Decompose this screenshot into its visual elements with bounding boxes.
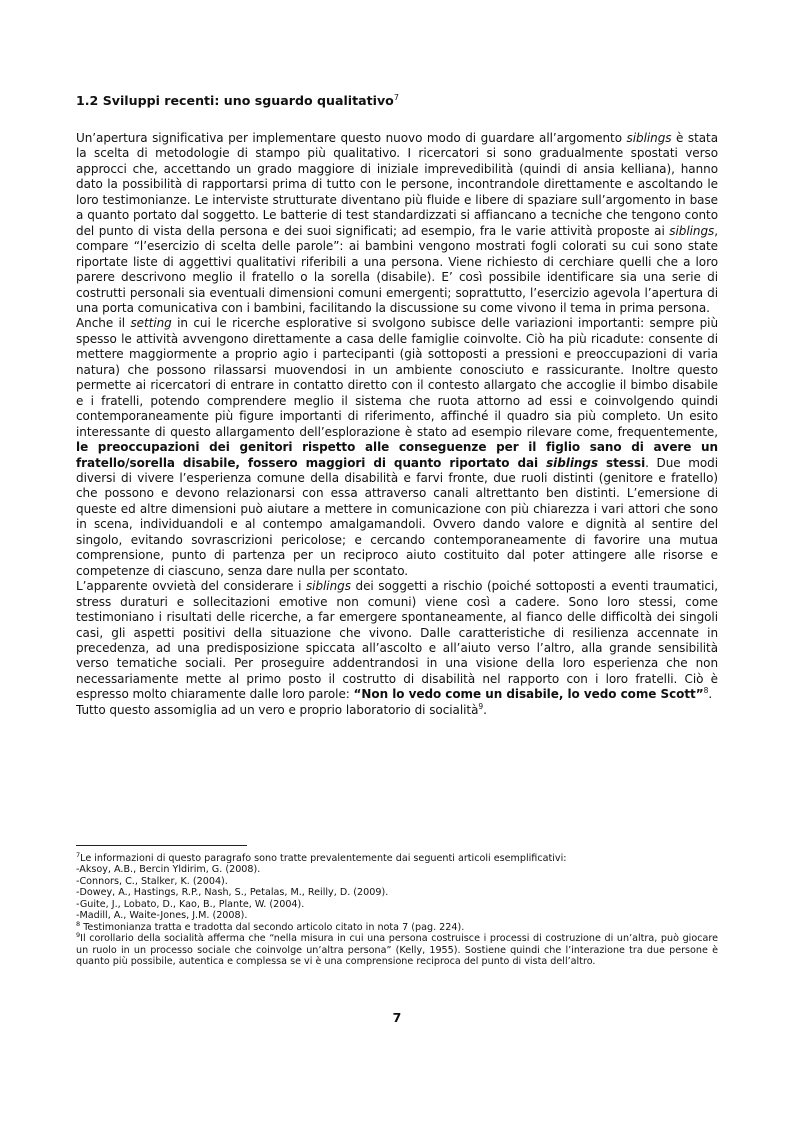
section-heading: 1.2 Sviluppi recenti: uno sguardo qualitativo$^7$ xyxy=(76,92,399,108)
footnote-ref-9: 9 xyxy=(478,701,484,711)
main-text xyxy=(76,92,718,718)
footnote-ref-8: 8 xyxy=(703,686,709,696)
footnote-7: $^7$Le informazioni di questo paragrafo sono tratte prevalentemente dai seguenti articoli esemplificativi: xyxy=(76,850,567,864)
paragraph-2: Anche il setting in cui le ricerche esplorative si svolgono subisce delle variazioni importanti: sempre più spesso le attività avvengono direttamente a casa delle famiglie coinvolte. Ciò ha più ricadute: consente di mettere maggiormente a proprio agio i partecipanti (già sottoposti a pressioni e preoccupazioni di varia natura) che possono rilassarsi muovendosi in un ambiente conosciuto e rassicurante. Inoltre questo permette ai ricercatori di entrare in contatto diretto con il contesto allargato che accoglie il bimbo disabile e i fratelli, potendo comprendere meglio il sistema che ruota attorno ad essi e coinvolgendo quindi contemporaneamente più figure importanti di riferimento, affinché il quadro sia più completo. Un esito interessante di questo allargamento dell’esplorazione è stato ad esempio rilevare come, frequentemente, le preoccupazioni dei genitori rispetto alle conseguenze per il figlio sano di avere un fratello/sorella disabile, fossero maggiori di quanto riportato dai siblings stessi. Due modi diversi di vivere l’esperienza comune della disabilità e farvi fronte, due ruoli distinti (genitore e fratello) che possono e devono relazionarsi con essa attraverso canali altrettanto ben distinti. L’emersione di queste ed altre dimensioni può aiutare a mettere in comunicazione con più chiarezza i vari attori che sono in scena, individuandoli e al contempo amalgamandoli. Ovvero dando valore e dignità al sentire del singolo, evitando sovrascrizioni pericolose; e cercando contemporaneamente di favorire una mutua comprensione, punto di partenza per un reciproco aiuto costituito dal poter attingere alle risorse e competenze di ciascuno, senza dare nulla per scontato. xyxy=(76,316,719,578)
footnote-separator xyxy=(76,845,247,846)
bold-highlight: le preoccupazioni dei genitori rispetto alle conseguenze per il figlio sano di avere un fratello/sorella disabile, fossero maggiori di quanto riportato dai siblings stessi xyxy=(76,440,718,470)
footnote-9: $^9$Il corollario della socialità afferma che “nella misura in cui una persona costruisce i processi di costruzione di un’altra, può giocare un ruolo in un processo sociale che coinvolge un’altra persona” (Kelly, 1955). Sostiene quindi che l’interazione tra due persone è quanto più possibile, autentica e complessa se vi è una comprensione reciproca del punto di vista dell’altro. xyxy=(76,930,718,968)
footnote-reference: -Madill, A., Waite-Jones, J.M. (2008). xyxy=(76,910,248,922)
footnote-ref-7: 7 xyxy=(393,92,399,102)
footnotes xyxy=(76,850,718,968)
footnote-reference: -Aksoy, A.B., Bercin Yldirim, G. (2008). xyxy=(76,864,261,876)
footnote-8: $^8$ Testimonianza tratta e tradotta dal secondo articolo citato in nota 7 (pag. 224). xyxy=(76,919,465,933)
paragraph-1: Un’apertura significativa per implementare questo nuovo modo di guardare all’argomento siblings è stata la scelta di metodologie di stampo più qualitativo. I ricercatori si sono gradualmente spostati verso approcci che, accettando un grado maggiore di iniziale imprevedibilità (quindi di ansia kelliana), hanno dato la possibilità di rapportarsi prima di tutto con le persone, incontrandole direttamente e ascoltando le loro testimonianze. Le interviste strutturate diventano più fluide e libere di spaziare sull’argomento in base a quanto portato dal soggetto. Le batterie di test standardizzati si affiancano a tecniche che tengono conto del punto di vista della persona e dei suoi significati; ad esempio, fra le varie attività proposte ai siblings, compare “l’esercizio di scelta delle parole”: ai bambini vengono mostrati fogli colorati su cui sono state riportate liste di aggettivi qualitativi riferibili a una persona. Viene richiesto di cerchiare quelli che a loro parere descrivono meglio il fratello o la sorella (disabile). E’ così possibile identificare sia una serie di costrutti personali sia eventuali dimensioni comuni emergenti; soprattutto, l’esercizio agevola l’apertura di una porta comunicativa con i bambini, facilitando la discussione su come vivono il tema in prima persona. xyxy=(76,131,718,315)
footnote-reference: -Dowey, A., Hastings, R.P., Nash, S., Petalas, M., Reilly, D. (2009). xyxy=(76,887,389,899)
paragraph-4: Tutto questo assomiglia ad un vero e proprio laboratorio di socialità$^9$. xyxy=(76,701,487,717)
footnote-reference: -Guite, J., Lobato, D., Kao, B., Plante, W. (2004). xyxy=(76,898,305,910)
page-number: 7 xyxy=(392,1010,402,1025)
quote-highlight: “Non lo vedo come un disabile, lo vedo come Scott” xyxy=(353,687,704,702)
paragraph-3: L’apparente ovvietà del considerare i siblings dei soggetti a rischio (poiché sottoposti a eventi traumatici, stress duraturi e sollecitazioni emotive non comuni) viene così a cadere. Sono loro stessi, come testimoniano i risultati delle ricerche, a far emergere spontaneamente, al fianco delle difficoltà dei singoli casi, gli aspetti positivi della situazione che vivono. Dalle caratteristiche di resilienza accennate in precedenza, ad una predisposizione spiccata all’ascolto e all’aiuto verso l’altro, alla grande sensibilità verso tematiche sociali. Per proseguire addentrandosi in una visione della loro esperienza che non necessariamente mette al primo posto il costrutto di disabilità nel rapporto con i loro fratelli. Ciò è espresso molto chiaramente dalle loro parole: “Non lo vedo come un disabile, lo vedo come Scott”$^8$. xyxy=(76,579,718,702)
footnote-reference: -Connors, C., Stalker, K. (2004). xyxy=(76,875,228,887)
